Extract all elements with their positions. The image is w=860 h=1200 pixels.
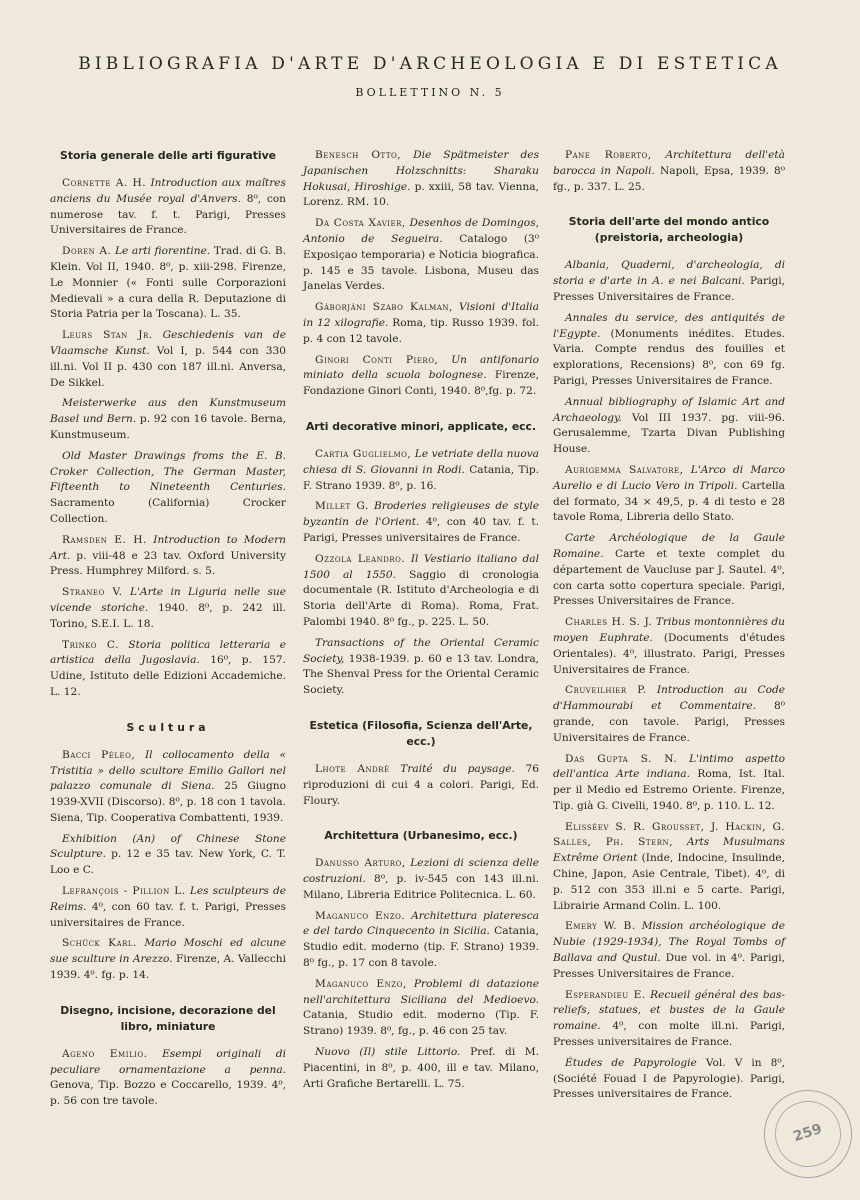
bib-entry: Nuovo (Il) stile Littorio. Pref. di M. Piacentini, in 8⁰, p. 400, ill e tav. Milano, Arti Grafiche Bertarelli. L. 75. <box>303 1046 539 1090</box>
column-middle <box>303 148 539 1097</box>
bib-entry: Cruveilhier P. Introduction au Code d'Hammourabi et Commentaire. 8⁰ grande, con tavole. Parigi, Presses Universitaires de France. <box>553 684 786 744</box>
bib-entry: Aurigemma Salvatore, L'Arco di Marco Aurelio e di Lucio Vero in Tripoli. Cartella del formato, 34 × 49,5, p. 4 di testo e 28 tavole Roma, Libreria dello Stato. <box>553 463 786 524</box>
bib-entry: Ramsden E. H. Introduction to Modern Art. p. viii-48 e 23 tav. Oxford University Press. Humphrey Milford. s. 5. <box>50 533 287 578</box>
section-heading: Storia generale delle arti figurative <box>60 149 276 162</box>
bib-entry: Annual bibliography of Islamic Art and Archaeology. Vol III 1937. pg. viii-96. Gerusalemme, Tzarta Divan Publishing House. <box>553 395 785 456</box>
page-title: BIBLIOGRAFIA D'ARTE D'ARCHEOLOGIA E DI ESTETICA <box>78 54 782 74</box>
bib-entry: Millet G. Broderies religieuses de style byzantin de l'Orient. 4⁰, con 40 tav. f. t. Parigi, Presses universitaires de France. <box>303 500 539 544</box>
section-heading: Storia dell'arte del mondo antico (preistoria, archeologia) <box>568 215 770 245</box>
bib-entry: Schück Karl. Mario Moschi ed alcune sue sculture in Arezzo. Firenze, A. Vallecchi 1939. 4⁰. fg. p. 14. <box>50 937 287 982</box>
section-heading: Arti decorative minori, applicate, ecc. <box>305 419 537 433</box>
bib-entry: Maganuco Enzo. Architettura plateresca e del tardo Cinquecento in Sicilia. Catania, Studio edit. moderno (tip. F. Strano) 1939. 8⁰ fg., p. 17 con 8 tavole. <box>303 909 539 970</box>
bib-entry: Maganuco Enzo, Problemi di datazione nell'architettura Siciliana del Medioevo. Catania, Studio edit. moderno (Tip. F. Strano) 1939. 8⁰, fg., p. 46 con 25 tav. <box>303 977 539 1038</box>
bib-entry: Danusso Arturo, Lezioni di scienza delle costruzioni. 8⁰, p. iv-545 con 143 ill.ni. Milano, Libreria Editrice Politecnica. L. 60. <box>303 857 539 901</box>
bib-entry: Cornette A. H. Introduction aux maîtres anciens du Musée royal d'Anvers. 8⁰, con numerose tav. f. t. Parigi, Presses Universitaires de France. <box>50 177 286 237</box>
column-left <box>50 148 286 1115</box>
bib-entry: Lhote André Traité du paysage. 76 riproduzioni di cui 4 a colori. Parigi, Ed. Floury. <box>303 762 539 807</box>
section-heading: Scultura <box>126 720 210 734</box>
bib-entry: Exhibition (An) of Chinese Stone Sculpture. p. 12 e 35 tav. New York, C. T. Loo e C. <box>50 832 286 877</box>
bib-entry: Meisterwerke aus den Kunstmuseum Basel und Bern. p. 92 con 16 tavole. Berna, Kunstmuseum. <box>50 397 286 441</box>
bib-entry: Annales du service, des antiquités de l'Egypte. (Monuments inédites. Etudes. Varia. Compte rendus des fouilles et explorations, Recensions) 8⁰, con 69 fg. Parigi, Presses Universitaires de France. <box>553 311 785 387</box>
bib-entry: Trinko C. Storia politica letteraria e artistica della Jugoslavia. 16⁰, p. 157. Udine, Istituto delle Edizioni Accademiche. L. 12. <box>50 638 286 698</box>
page-subtitle: BOLLETTINO N. 5 <box>355 86 505 99</box>
bib-entry: Ozzola Leandro. Il Vestiario italiano dal 1500 al 1550. Saggio di cronologia documentale (R. Istituto d'Archeologia e di Storia dell'Arte di Roma). Roma, Frat. Palombi 1940. 8⁰ fg., p. 225. L. 50. <box>303 552 539 628</box>
section-heading: Architettura (Urbanesimo, ecc.) <box>324 829 518 843</box>
bib-entry: Old Master Drawings froms the E. B. Croker Collection, The German Master, Fifteenth to Nineteenth Centuries. Sacramento (California) Crocker Collection. <box>50 449 286 525</box>
bib-entry: Gáborjáni Szabo Kalman, Visioni d'Italia in 12 xilografie. Roma, tip. Russo 1939. fol. p. 4 con 12 tavole. <box>303 301 540 345</box>
bib-entry: Pane Roberto, Architettura dell'età barocca in Napoli. Napoli, Epsa, 1939. 8⁰ fg., p. 337. L. 25. <box>553 149 785 193</box>
bib-entry: Transactions of the Oriental Ceramic Society, 1938-1939. p. 60 e 13 tav. Londra, The Shenval Press for the Oriental Ceramic Society. <box>303 636 539 697</box>
bib-entry: Ginori Conti Piero, Un antifonario miniato della scuola bolognese. Firenze, Fondazione Ginori Conti, 1940. 8⁰,fg. p. 72. <box>303 353 539 398</box>
bib-entry: Leurs Stan Jr. Geschiedenis van de Vlaamsche Kunst. Vol I, p. 544 con 330 ill.ni. Vol II p. 430 con 187 ill.ni. Anversa, De Sikkel. <box>50 329 286 389</box>
section-heading: Disegno, incisione, decorazione del libro, miniature <box>60 1003 276 1033</box>
bib-entry: Doren A. Le arti fiorentine. Trad. di G. B. Klein. Vol II, 1940. 8⁰, p. xiii-298. Firenze, Le Monnier (« Fonti sulle Corporazioni Medievali » a cura della R. Deputazione di Storia Patria per la Toscana). L. 35. <box>50 245 286 321</box>
bib-entry: Cartia Guglielmo, Le vetriate della nuova chiesa di S. Giovanni in Rodi. Catania, Tip. F. Strano 1939. 8⁰, p. 16. <box>303 447 539 492</box>
bib-entry: Da Costa Xavier, Desenhos de Domingos, Antonio de Segueira. Catalogo (3⁰ Exposiçao temporaria) e Noticia biografica. p. 145 e 35 tavole. Lisbona, Museu das Janelas Verdes. <box>303 217 539 293</box>
bib-entry: Charles H. S. J. Tribus montonnières du moyen Euphrate. (Documents d'études Orientales). 4⁰, illustrato. Parigi, Presses Universitaires de France. <box>553 616 786 676</box>
bib-entry: Straneo V. L'Arte in Liguria nelle sue vicende storiche. 1940. 8⁰, p. 242 ill. Torino, S.E.I. L. 18. <box>50 586 287 630</box>
section-heading: Estetica (Filosofia, Scienza dell'Arte, ecc.) <box>309 718 533 748</box>
bib-entry: Lefrançois - Pillion L. Les sculpteurs de Reims. 4⁰, con 60 tav. f. t. Parigi, Presses universitaires de France. <box>50 885 287 929</box>
bib-entry: Emery W. B. Mission archéologique de Nubie (1929-1934), The Royal Tombs of Ballava and Qustul. Due vol. in 4⁰. Parigi, Presses Universitaires de France. <box>553 920 785 980</box>
bib-entry: Albania, Quaderni, d'archeologia, di storia e d'arte in A. e nei Balcani. Parigi, Presses Universitaires de France. <box>553 259 786 303</box>
bib-entry: Elisséev S. R. Grousset, J. Hackin, G. Salles, Ph. Stern, Arts Musulmans Extrême Orient (Inde, Indocine, Insulinde, Chine, Japon, Asie Centrale, Tibet). 4⁰, di p. 512 con 353 ill.ni e 5 carte. Parigi, Librairie Armand Colin. L. 100. <box>553 820 785 912</box>
bib-entry: Das Gupta S. N. L'intimo aspetto dell'antica Arte indiana. Roma, Ist. Ital. per il Medio ed Estremo Oriente. Firenze, Tip. già G. Civelli, 1940. 8⁰, p. 110. L. 12. <box>553 752 786 812</box>
bib-entry: Esperandieu E. Recueil général des bas-reliefs, statues, et bustes de la Gaule romaine. 4⁰, con molte ill.ni. Parigi, Presses universitaires de France. <box>553 988 785 1049</box>
bib-entry: Études de Papyrologie Vol. V in 8⁰, (Société Fouad I de Papyrologie). Parigi, Presses universitaires de France. <box>553 1056 785 1101</box>
bib-entry: Ageno Emilio. Esempi originali di peculiare ornamentazione a penna. Genova, Tip. Bozzo e Coccarello, 1939. 4⁰, p. 56 con tre tavole. <box>50 1047 286 1108</box>
bib-entry: Benesch Otto, Die Spätmeister des Japanischen Holzschnitts: Sharaku Hokusai, Hiroshige. p. xxiii, 58 tav. Vienna, Lorenz. RM. 10. <box>303 149 540 209</box>
bib-entry: Bacci Péleo, Il collocamento della « Tristitia » dello scultore Emilio Gallori nel palazzo comunale di Siena. 25 Giugno 1939-XVII (Discorso). 8⁰, p. 18 con 1 tavola. Siena, Tip. Cooperativa Combattenti, 1939. <box>50 748 286 824</box>
bib-entry: Carte Archéologique de la Gaule Romaine. Carte et texte complet du département de Vaucluse par J. Sautel. 4⁰, con carta sotto copertura speciale. Parigi, Presses Universitaires de France. <box>553 532 785 608</box>
stamp-number: 259 <box>791 1120 825 1146</box>
column-right <box>553 148 785 1108</box>
